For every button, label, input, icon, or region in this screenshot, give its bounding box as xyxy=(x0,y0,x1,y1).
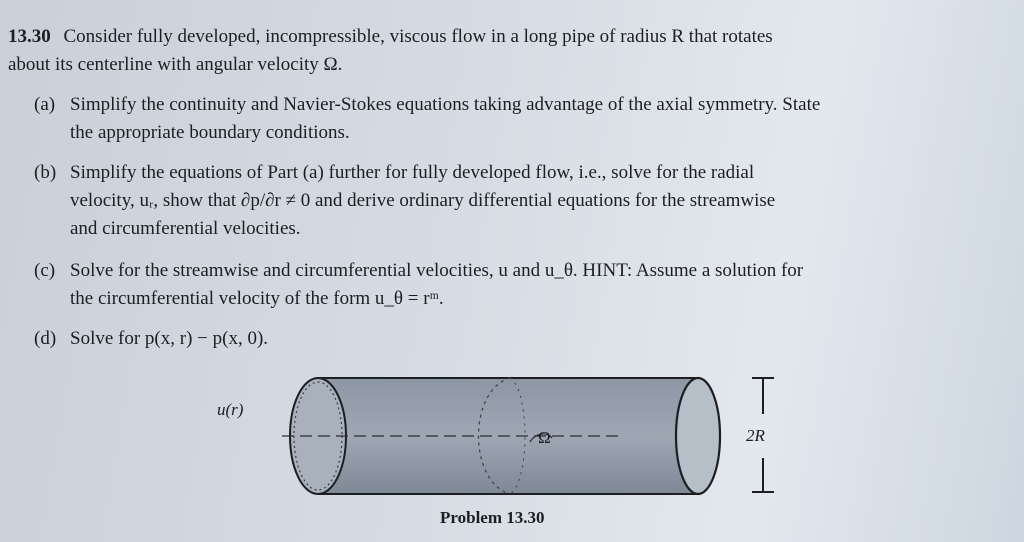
part-c-label: (c) xyxy=(34,260,56,281)
part-b-label: (b) xyxy=(34,162,57,183)
omega-label: Ω xyxy=(538,428,551,447)
part-c-line-2: the circumferential velocity of the form u_θ = rᵐ. xyxy=(70,288,444,309)
problem-statement-line-2: about its centerline with angular velocity Ω. xyxy=(8,54,343,75)
problem-statement-line-1 xyxy=(8,26,1008,48)
part-c-line-1: Solve for the streamwise and circumferential velocities, u and u_θ. HINT: Assume a solution for xyxy=(70,260,804,281)
problem-statement-text-1: Consider fully developed, incompressible, viscous flow in a long pipe of radius R that rotates xyxy=(63,26,773,47)
part-a-line-1: Simplify the continuity and Navier-Stokes equations taking advantage of the axial symmetry. State xyxy=(70,94,821,115)
pipe-right-end xyxy=(676,378,720,494)
part-b-line-2: velocity, uᵣ, show that ∂p/∂r ≠ 0 and derive ordinary differential equations for the streamwise xyxy=(70,190,776,211)
velocity-label: u(r) xyxy=(217,400,244,419)
part-d-line-1: Solve for p(x, r) − p(x, 0). xyxy=(70,328,269,349)
part-d-label: (d) xyxy=(34,328,57,349)
diameter-label: 2R xyxy=(746,426,765,445)
part-a-label: (a) xyxy=(34,94,56,115)
problem-number: 13.30 xyxy=(8,26,51,47)
part-b-line-3: and circumferential velocities. xyxy=(70,218,301,239)
part-b-line-1: Simplify the equations of Part (a) further for fully developed flow, i.e., solve for the radial xyxy=(70,162,755,183)
rotating-pipe-diagram xyxy=(200,370,800,510)
part-a-line-2: the appropriate boundary conditions. xyxy=(70,122,350,143)
figure-caption: Problem 13.30 xyxy=(440,508,545,527)
